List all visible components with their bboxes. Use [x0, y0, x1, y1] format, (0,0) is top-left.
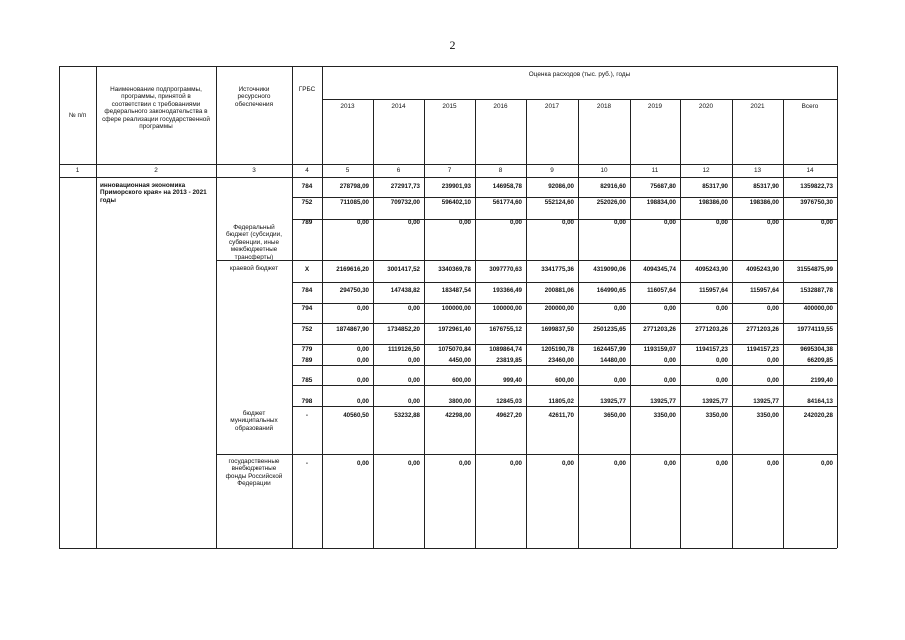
column-number: 4 — [305, 167, 309, 174]
row-border — [292, 406, 837, 407]
value-cell: 0,00 — [458, 460, 471, 467]
column-number: 3 — [252, 167, 256, 174]
value-cell: 0,00 — [663, 357, 676, 364]
value-cell: 116057,64 — [647, 287, 676, 294]
value-cell: 2199,40 — [810, 377, 833, 384]
value-cell: 0,00 — [407, 377, 420, 384]
header-year: 2019 — [647, 103, 663, 110]
value-cell: 1193159,07 — [643, 346, 676, 353]
value-cell: 200881,06 — [544, 287, 574, 294]
source-regional: краевой бюджет — [229, 265, 279, 272]
value-cell: 92086,00 — [548, 183, 574, 190]
header-year: 2018 — [596, 103, 612, 110]
value-cell: 23460,00 — [548, 357, 574, 364]
source-municipal: бюджет муниципальных образований — [230, 410, 278, 432]
value-cell: 2501235,65 — [593, 326, 626, 333]
value-cell: 600,00 — [555, 377, 574, 384]
grbs-code: - — [305, 412, 309, 419]
grbs-code: 779 — [301, 346, 313, 353]
column-number: 6 — [396, 167, 401, 174]
header-col-name: Наименование подпрограммы, программы, принятой в соответствии с требованиями федерального законодательства в сфере реализации государственной программы — [102, 86, 210, 131]
value-cell: 11805,02 — [548, 398, 574, 405]
column-border — [837, 66, 838, 548]
row-border — [216, 260, 837, 261]
value-cell: 40560,50 — [343, 412, 369, 419]
value-cell: 709732,00 — [390, 199, 420, 206]
value-cell: 3341775,36 — [541, 266, 574, 273]
value-cell: 239901,93 — [441, 183, 471, 190]
column-number: 9 — [550, 167, 554, 174]
value-cell: 0,00 — [561, 219, 574, 226]
value-cell: 0,00 — [407, 219, 420, 226]
header-year: 2017 — [544, 103, 560, 110]
value-cell: 4094345,74 — [643, 266, 676, 273]
value-cell: 49627,20 — [496, 412, 522, 419]
value-cell: 711085,00 — [340, 199, 369, 206]
value-cell: 0,00 — [458, 219, 471, 226]
value-cell: 0,00 — [356, 357, 369, 364]
value-cell: 13925,77 — [650, 398, 676, 405]
value-cell: 1205190,78 — [541, 346, 574, 353]
value-cell: 85317,90 — [702, 183, 728, 190]
source-funds: государственные внебюджетные фонды Российской Федерации — [225, 458, 283, 488]
value-cell: 31554875,99 — [796, 266, 833, 273]
value-cell: 13925,77 — [702, 398, 728, 405]
value-cell: 66209,85 — [807, 357, 833, 364]
value-cell: 1874867,90 — [336, 326, 369, 333]
value-cell: 200000,00 — [544, 305, 574, 312]
value-cell: 0,00 — [407, 305, 420, 312]
value-cell: 4095243,90 — [746, 266, 779, 273]
value-cell: 1624457,99 — [593, 346, 626, 353]
header-year: 2016 — [493, 103, 508, 110]
value-cell: 9695304,38 — [800, 346, 833, 353]
value-cell: 100000,00 — [492, 305, 522, 312]
value-cell: 115957,64 — [699, 287, 728, 294]
value-cell: 0,00 — [715, 305, 728, 312]
value-cell: 100000,00 — [441, 305, 471, 312]
value-cell: 3800,00 — [448, 398, 471, 405]
grbs-code: 785 — [301, 377, 313, 384]
table-top-border — [59, 66, 837, 67]
value-cell: 1194157,23 — [695, 346, 728, 353]
value-cell: 0,00 — [613, 219, 626, 226]
table-bottom-border — [59, 548, 837, 549]
value-cell: 13925,77 — [600, 398, 626, 405]
row-border — [292, 385, 837, 386]
value-cell: 193366,49 — [492, 287, 522, 294]
value-cell: 0,00 — [820, 219, 833, 226]
value-cell: 0,00 — [663, 305, 676, 312]
value-cell: 600,00 — [452, 377, 471, 384]
value-cell: 0,00 — [613, 377, 626, 384]
value-cell: 0,00 — [561, 460, 574, 467]
column-number: 11 — [651, 167, 659, 174]
value-cell: 0,00 — [613, 460, 626, 467]
value-cell: 53232,88 — [394, 412, 420, 419]
value-cell: 0,00 — [663, 377, 676, 384]
value-cell: 4095243,90 — [695, 266, 728, 273]
value-cell: 999,40 — [503, 377, 522, 384]
value-cell: 3350,00 — [653, 412, 676, 419]
header-bottom-border — [59, 164, 837, 165]
header-col-num: № п/п — [68, 112, 87, 119]
source-federal: Федеральный бюджет (субсидии, субвенции, иные межбюджетные трансферты) — [226, 224, 282, 261]
value-cell: 552124,60 — [544, 199, 574, 206]
value-cell: 278798,09 — [339, 183, 369, 190]
value-cell: 1972961,40 — [438, 326, 471, 333]
value-cell: 0,00 — [715, 460, 728, 467]
grbs-code: 789 — [301, 219, 313, 226]
value-cell: 2771203,26 — [695, 326, 728, 333]
value-cell: 42298,00 — [445, 412, 471, 419]
value-cell: 147438,82 — [390, 287, 420, 294]
column-border — [59, 66, 60, 548]
value-cell: 0,00 — [356, 346, 369, 353]
header-estimate-title: Оценка расходов (тыс. руб.), годы — [528, 71, 631, 78]
value-cell: 252026,00 — [596, 199, 626, 206]
grbs-code: 784 — [301, 287, 313, 294]
value-cell: 0,00 — [509, 460, 522, 467]
program-name: инновационная экономика Приморского края» на 2013 - 2021 годы — [100, 182, 207, 204]
value-cell: 0,00 — [407, 357, 420, 364]
value-cell: 0,00 — [766, 460, 779, 467]
value-cell: 183487,54 — [441, 287, 471, 294]
header-year: Всего — [801, 103, 819, 110]
value-cell: 4450,00 — [448, 357, 471, 364]
value-cell: 2169616,20 — [336, 266, 369, 273]
row-border — [292, 303, 837, 304]
value-cell: 2771203,26 — [643, 326, 676, 333]
value-cell: 13925,77 — [753, 398, 779, 405]
value-cell: 198386,00 — [698, 199, 728, 206]
row-border — [292, 344, 837, 345]
value-cell: 3001417,52 — [387, 266, 420, 273]
value-cell: 0,00 — [715, 377, 728, 384]
value-cell: 0,00 — [715, 219, 728, 226]
value-cell: 596402,10 — [441, 199, 471, 206]
value-cell: 0,00 — [407, 398, 420, 405]
column-number: 8 — [498, 167, 503, 174]
col-number-row-border — [59, 177, 837, 178]
header-year: 2013 — [340, 103, 355, 110]
value-cell: 75687,80 — [650, 183, 676, 190]
value-cell: 198386,00 — [749, 199, 779, 206]
column-number: 14 — [806, 167, 814, 174]
value-cell: 2771203,26 — [746, 326, 779, 333]
value-cell: 3340369,78 — [438, 266, 471, 273]
value-cell: 1089864,74 — [489, 346, 522, 353]
value-cell: 164990,65 — [596, 287, 626, 294]
header-col-grbs: ГРБС — [298, 86, 316, 93]
header-year: 2014 — [391, 103, 406, 110]
value-cell: 84164,13 — [807, 398, 833, 405]
value-cell: 0,00 — [356, 398, 369, 405]
grbs-code: 789 — [301, 357, 313, 364]
value-cell: 0,00 — [663, 219, 676, 226]
grbs-code: 794 — [301, 305, 313, 312]
value-cell: 561774,60 — [492, 199, 522, 206]
value-cell: 242020,28 — [803, 412, 833, 419]
value-cell: 1676755,12 — [489, 326, 522, 333]
value-cell: 272917,73 — [390, 183, 420, 190]
value-cell: 0,00 — [766, 219, 779, 226]
column-border — [216, 66, 217, 548]
row-border — [292, 282, 837, 283]
column-number: 7 — [447, 167, 452, 174]
value-cell: 146958,78 — [492, 183, 522, 190]
value-cell: 0,00 — [766, 377, 779, 384]
value-cell: 14480,00 — [600, 357, 626, 364]
value-cell: 12845,03 — [496, 398, 522, 405]
value-cell: 198834,00 — [646, 199, 676, 206]
grbs-code: 752 — [301, 199, 313, 206]
year-row-border — [322, 99, 837, 100]
value-cell: 1734852,20 — [387, 326, 420, 333]
column-number: 12 — [702, 167, 710, 174]
value-cell: 1119126,50 — [387, 346, 420, 353]
value-cell: 1699837,50 — [541, 326, 574, 333]
value-cell: 400000,00 — [803, 305, 833, 312]
value-cell: 23819,85 — [496, 357, 522, 364]
value-cell: 3976750,30 — [800, 199, 833, 206]
column-number: 2 — [154, 167, 158, 174]
page-number: 2 — [449, 38, 456, 52]
value-cell: 0,00 — [766, 305, 779, 312]
grbs-code: - — [305, 460, 309, 467]
row-border — [216, 454, 837, 455]
value-cell: 1359822,73 — [800, 183, 833, 190]
grbs-code: 752 — [301, 326, 313, 333]
value-cell: 1532887,78 — [800, 287, 833, 294]
value-cell: 0,00 — [715, 357, 728, 364]
header-col-sources: Источники ресурсного обеспечения — [234, 86, 274, 108]
value-cell: 0,00 — [356, 305, 369, 312]
value-cell: 19774119,55 — [797, 326, 833, 333]
header-year: 2015 — [442, 103, 457, 110]
value-cell: 0,00 — [820, 460, 833, 467]
value-cell: 4319090,06 — [593, 266, 626, 273]
grbs-code: 784 — [301, 183, 313, 190]
header-year: 2020 — [698, 103, 714, 110]
header-year: 2021 — [750, 103, 765, 110]
value-cell: 0,00 — [613, 305, 626, 312]
value-cell: 3350,00 — [705, 412, 728, 419]
column-number: 1 — [75, 167, 80, 174]
grbs-code: 798 — [301, 398, 313, 405]
value-cell: 1075070,84 — [438, 346, 471, 353]
row-border — [292, 365, 837, 366]
value-cell: 3350,00 — [756, 412, 779, 419]
column-border — [96, 66, 97, 548]
column-number: 10 — [600, 167, 608, 174]
value-cell: 294750,30 — [339, 287, 369, 294]
column-number: 5 — [345, 167, 350, 174]
value-cell: 0,00 — [356, 460, 369, 467]
column-number: 13 — [753, 167, 762, 174]
value-cell: 0,00 — [407, 460, 420, 467]
value-cell: 82916,60 — [600, 183, 626, 190]
grbs-code: X — [304, 266, 310, 273]
column-border — [322, 66, 323, 548]
value-cell: 42611,70 — [548, 412, 574, 419]
value-cell: 1194157,23 — [746, 346, 779, 353]
value-cell: 115957,64 — [750, 287, 779, 294]
value-cell: 0,00 — [356, 219, 369, 226]
row-border — [292, 197, 837, 198]
value-cell: 0,00 — [663, 460, 676, 467]
value-cell: 0,00 — [766, 357, 779, 364]
value-cell: 85317,90 — [753, 183, 779, 190]
value-cell: 0,00 — [509, 219, 522, 226]
value-cell: 0,00 — [356, 377, 369, 384]
value-cell: 3650,00 — [603, 412, 626, 419]
row-border — [292, 323, 837, 324]
value-cell: 3097770,63 — [489, 266, 522, 273]
